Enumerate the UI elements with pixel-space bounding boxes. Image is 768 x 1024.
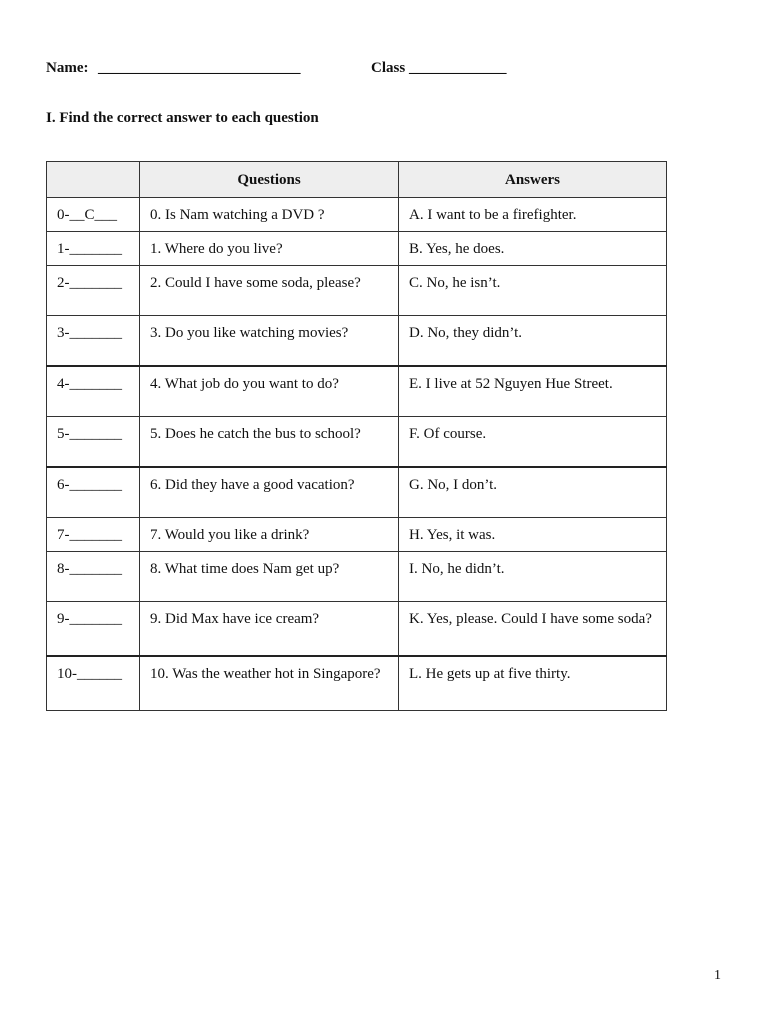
answer-slot[interactable]: 10-______ (47, 656, 140, 711)
question-cell: 1. Where do you live? (140, 232, 399, 266)
answer-slot[interactable]: 0-__C___ (47, 198, 140, 232)
class-blank-field[interactable]: _____________ (409, 60, 507, 76)
question-cell: 10. Was the weather hot in Singapore? (140, 656, 399, 711)
answer-cell: C. No, he isn’t. (399, 266, 667, 316)
answer-cell: L. He gets up at five thirty. (399, 656, 667, 711)
question-cell: 0. Is Nam watching a DVD ? (140, 198, 399, 232)
table-row (47, 417, 667, 468)
question-cell: 3. Do you like watching movies? (140, 316, 399, 367)
question-cell: 5. Does he catch the bus to school? (140, 417, 399, 468)
question-cell: 7. Would you like a drink? (140, 518, 399, 552)
table-header-row (47, 162, 667, 198)
answer-cell: H. Yes, it was. (399, 518, 667, 552)
table-row (47, 552, 667, 602)
matching-table (46, 161, 667, 711)
answer-cell: D. No, they didn’t. (399, 316, 667, 367)
table-row (47, 198, 667, 232)
answer-slot[interactable]: 9-_______ (47, 602, 140, 657)
answer-slot[interactable]: 6-_______ (47, 467, 140, 518)
answer-cell: I. No, he didn’t. (399, 552, 667, 602)
table-row (47, 602, 667, 657)
answer-slot[interactable]: 1-_______ (47, 232, 140, 266)
name-blank-field[interactable]: ___________________________ (98, 60, 301, 76)
page-number: 1 (714, 968, 721, 983)
class-label: Class (371, 60, 406, 76)
table-row (47, 656, 667, 711)
table-row (47, 316, 667, 367)
header-line (46, 60, 666, 80)
table-row (47, 366, 667, 417)
table-row (47, 266, 667, 316)
answer-slot[interactable]: 7-_______ (47, 518, 140, 552)
answer-slot[interactable]: 4-_______ (47, 366, 140, 417)
column-header-answers: Answers (399, 162, 667, 198)
answer-cell: F. Of course. (399, 417, 667, 468)
question-cell: 8. What time does Nam get up? (140, 552, 399, 602)
question-cell: 6. Did they have a good vacation? (140, 467, 399, 518)
question-cell: 9. Did Max have ice cream? (140, 602, 399, 657)
answer-slot[interactable]: 8-_______ (47, 552, 140, 602)
question-cell: 2. Could I have some soda, please? (140, 266, 399, 316)
question-cell: 4. What job do you want to do? (140, 366, 399, 417)
answer-slot[interactable]: 3-_______ (47, 316, 140, 367)
table-row (47, 232, 667, 266)
section-title: I. Find the correct answer to each question (46, 110, 319, 126)
answer-cell: B. Yes, he does. (399, 232, 667, 266)
answer-slot[interactable]: 2-_______ (47, 266, 140, 316)
table-row (47, 518, 667, 552)
answer-cell: E. I live at 52 Nguyen Hue Street. (399, 366, 667, 417)
column-header-questions: Questions (140, 162, 399, 198)
answer-slot[interactable]: 5-_______ (47, 417, 140, 468)
answer-cell: G. No, I don’t. (399, 467, 667, 518)
answer-cell: A. I want to be a firefighter. (399, 198, 667, 232)
name-label: Name: (46, 60, 89, 76)
answer-cell: K. Yes, please. Could I have some soda? (399, 602, 667, 657)
table-row (47, 467, 667, 518)
column-header-number (47, 162, 140, 198)
